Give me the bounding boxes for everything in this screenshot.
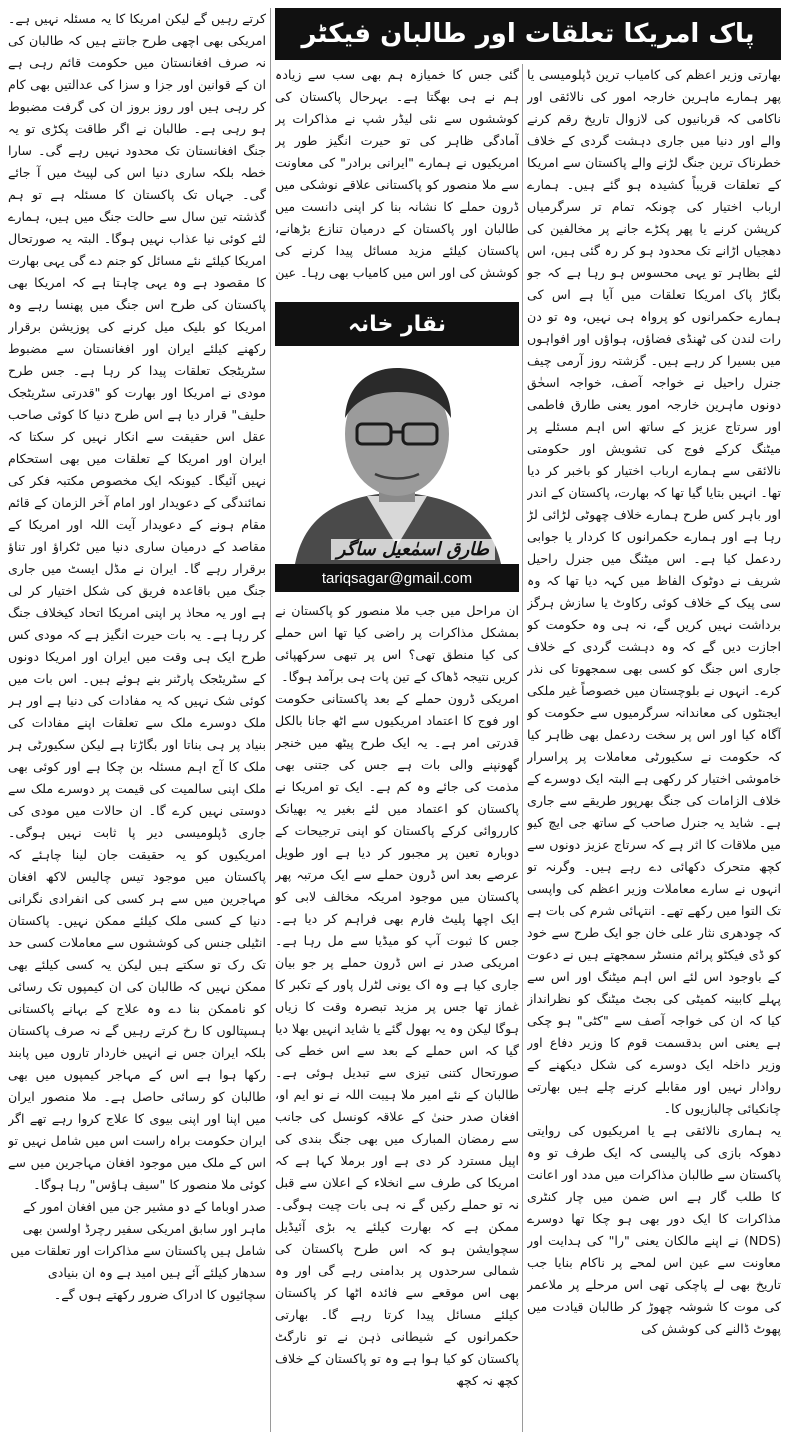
paragraph: امریکی ڈرون حملے کے بعد پاکستانی حکومت اور فوج کا اعتماد امریکیوں سے اٹھ جانا بالکل قدرتی امر ہے۔ یہ ایک طرح پیٹھ میں خنجر گھونپنے والی بات ہے جس کی جتنی بھی مذمت کی جائے وہ کم ہے۔ ایک تو امریکا نے پاکستان کو اعتماد میں لئے بغیر یہ بھیانک کارروائی کرکے پاکستان کو اپنی ترجیحات کے دوبارہ تعین پر مجبور کر دیا ہے اور طویل عرصے بعد اس ڈرون حملے سے ایک مرتبہ پھر پاکستان میں موجود امریکہ مخالف لابی کو ایک اچھا پلیٹ فارم بھی فراہم کر دیا ہے۔ جس کا ثبوت آپ کو میڈیا سے مل رہا ہے۔ امریکی صدر نے اس ڈرون حملے پر جو بیان جاری کیا ہے وہ اک یونی لٹرل پاور کے تکبر کا غماز تھا جس پر مزید تبصرہ وقت کا زیاں ہوگا لیکن وہ یہ بھول گئے یا شاید انہیں بھلا دیا گیا کہ اس حملے کے بعد سے اس خطے کی صورتحال کتنی تیزی سے تبدیل ہوئی ہے۔ طالبان کے نئے امیر ملا ہیبت اللہ نے نو ایم او، افغان صدر حنیٰ کے علاقہ کونسل کی جانب سے رمضان المبارک میں بھی جنگ بندی کی اپیل مسترد کر دی ہے اور برملا کہا ہے کہ امریکا کی طرف سے انخلاء کے اعلان سے قبل نہ تو حملے رکیں گے نہ ہی بات چیت ہوگی۔ ممکن ہے کہ بھارت کیلئے یہ بڑی آئیڈیل سچوایشن ہو کہ اس طرح پاکستان کی شمالی سرحدوں پر بدامنی رہے گی اور وہ بھی اس موقعے سے فائدہ اٹھا کر پاکستان کیلئے مسائل پیدا کرتا رہے گا۔ بھارتی حکمرانوں کے شیطانی ذہن نے تو نارگٹ پاکستان کو کیا ہوا ہے وہ تو پاکستان کے خلاف کچھ نہ کچھ [275, 691, 519, 1388]
article-column-right [527, 64, 781, 1432]
paragraph: صدر اوباما کے دو مشیر جن میں افغان امور کے ماہر اور سابق امریکی سفیر رچرڈ اولسن بھی شامل ہیں پاکستان سے مذاکرات اور تعلقات میں سدھار کیلئے آئے ہیں امید ہے وہ ان بنیادی سچائیوں کا ادراک ضرور رکھتے ہوں گے۔ [10, 1199, 266, 1302]
author-email: tariqsagar@gmail.com [275, 564, 519, 592]
author-signature: طارق اسمٰعیل ساگر [331, 539, 495, 560]
article-column-middle-top [275, 64, 519, 300]
article-column-left [8, 8, 266, 1432]
headline: پاک امریکا تعلقات اور طالبان فیکٹر [301, 19, 755, 49]
paragraph: یہ ہماری نالائقی ہے یا امریکیوں کی روایتی دھوکہ بازی کی پالیسی کہ ایک طرف تو وہ پاکستان سے طالبان مذاکرات میں مدد اور اعانت کا طلب گار ہے اس ضمن میں چار کنٹری مذاکرات کا ایک دور بھی ہو چکا تھا دوسرے (NDS) نے اپنے مالکان یعنی "را" کی ہدایت اور معاونت سے عین اس لمحے پر ناکام بنایا جب تاریخ بھی لے پاچکی تھی اس مرحلے پر ملاعمر کی موت کا شوشہ چھوڑ کر طالبان قیادت میں پھوٹ ڈالنے کی کوشش کی [527, 1123, 781, 1336]
column-name: نقار خانہ [275, 302, 519, 346]
paragraph: گئی جس کا خمیازہ ہم بھی سب سے زیادہ ہم نے ہی بھگتا ہے۔ بہرحال پاکستان کی کوششوں سے نئی لیڈر شپ نے مذاکرات پر آمادگی ظاہر کی تو حیرت انگیز طور پر امریکیوں نے ہمارے "ایرانی برادر" کی معاونت سے ملا منصور کو پاکستانی علاقے نوشکی میں ڈرون حملے کا نشانہ بنا کر اپنی دانست میں طالبان اور پاکستان کے درمیان تنازع بڑھانے، پاکستان کیلئے مزید مسائل پیدا کرنے کی کوشش کی اور اس میں کامیاب بھی رہا۔ عین [275, 67, 519, 280]
paragraph: کرتے رہیں گے لیکن امریکا کا یہ مسئلہ نہیں ہے۔ امریکی بھی اچھی طرح جانتے ہیں کہ طالبان کی نہ صرف افغانستان میں حکومت قائم رہی ہے ان کے قوانین اور جزا و سزا کی عدالتیں بھی کام کر رہی ہیں اور روز بروز ان کی گرفت مضبوط ہو رہی ہے۔ طالبان نے اگر طاقت پکڑی تو یہ جنگ افغانستان تک محدود نہیں رہے گی۔ سارا خطہ بلکہ ساری دنیا اس کی لپیٹ میں آ جائے گی۔ جہاں تک پاکستان کا مسئلہ ہے تو ہم گذشتہ تین سال سے حالت جنگ میں ہیں، ہمارے لئے کوئی نیا عذاب نہیں ہوگا۔ البتہ یہ صورتحال امریکا کیلئے نئے مسائل کو جنم دے گی یہی بھارت کا مقصود ہے وہ یہی چاہتا ہے کہ امریکا بھی پاکستان کی طرح اس جنگ میں پھنسا رہے وہ امریکا کو بلیک میل کرنے کی پوزیشن برقرار رکھنے کیلئے ایران اور افغانستان سے مضبوط سٹریٹجک تعلقات پیدا کر رہا ہے۔ جس طرح مودی نے امریکا اور بھارت کو "قدرتی سٹریٹجک حلیف" قرار دیا ہے اس طرح دنیا کا کوئی صاحب عقل اس حقیقت سے انکار نہیں کر سکتا کہ ایران اور امریکا کے تعلقات میں بھی استحکام نہیں آئیگا۔ کیونکہ ایک مخصوص مکتبہ فکر کی نمائندگی کے دعویدار اور امام آخر الزمان کے قائم مقام ہونے کے دعویدار آیت اللہ اور امریکا کے مقاصد کے درمیان ساری دنیا میں ٹکراؤ اور تناؤ برقرار رہے گا۔ ایران نے مڈل ایسٹ میں جاری جنگ میں باقاعدہ فریق کی شکل اختیار کر لی ہے اور یہ محاذ پر اپنی امریکا اتحاد کیخلاف جنگ کر رہا ہے۔ یہ بات حیرت انگیز ہے کہ مودی کس طرح ایک ہی وقت میں ایران اور امریکا دونوں کے سٹریٹجک پارٹنر بنے ہوئے ہیں۔ اس بات میں کوئی شک نہیں کہ یہ مفادات کی دنیا ہے اور ہر ملک دوسرے ملک سے تعلقات اپنے مفادات کی بنیاد پر ہی بناتا اور بگاڑتا ہے لیکن سکیورٹی ہر ملک کا آج اہم مسئلہ بن چکا ہے اور کوئی بھی ملک اپنی سالمیت کی قیمت پر دوسرے ملک سے دوستی نہیں کرے گا۔ ان حالات میں مودی کی جاری ڈپلومیسی دیر پا ثابت نہیں ہوگی۔ امریکیوں کو یہ حقیقت جان لینا چاہئے کہ پاکستان میں موجود تیس چالیس لاکھ افغان مہاجرین میں سے ہر کسی کی انفرادی نگرانی دنیا کے کسی ملک کیلئے ممکن نہیں۔ پاکستان انٹیلی جنس کی کوششوں سے معاملات کسی حد تک رک تو سکتے ہیں لیکن یہ کسی کیلئے بھی ممکن نہیں کہ طالبان کی ان کیمپوں تک رسائی کو ناممکن بنا دے وہ علاج کے بہانے پاکستانی ہسپتالوں کا رخ کرتے رہیں گے نہ صرف پاکستان بلکہ ایران جس نے انہیں خاردار تاروں میں پابند رکھا ہوا ہے اس کے مہاجر کیمپوں میں بھی طالبان کو رسائی حاصل ہے۔ ملا منصور ایران میں اپنا اور اپنی بیوی کا علاج کروا رہے تھے اگر ایران حکومت براہ راست اس میں شامل نہیں تو اس کے ملک میں موجود افغان مہاجرین میں سے کوئی ملا منصور کا "سیف ہاؤس" رہا ہوگا۔ [8, 11, 266, 1192]
column-divider [270, 8, 271, 1432]
headline-band [275, 8, 781, 60]
paragraph: بھارتی وزیر اعظم کی کامیاب ترین ڈپلومیسی یا پھر ہمارے ماہرین خارجہ امور کی نالائقی اور ناکامی کہ قربانیوں کی لازوال تاریخ رقم کرنے والے اور دنیا میں جاری دہشت گردی کے خلاف خطرناک ترین جنگ لڑنے والے پاکستان سے امریکا کے تعلقات قریباً کشیدہ ہو گئے ہیں۔ ہمارے ارباب اختیار کی چونکہ تمام تر سرگرمیاں کرپشن کرنے یا پھر پکڑے جانے پر مخالفین کی دھجیاں اڑانے تک محدود ہو کر رہ گئی ہیں، اس لئے بظاہر تو یہی محسوس ہو رہا ہے کہ جو بگاڑ پاک امریکا تعلقات میں آیا ہے اس کی ہمارے حکمرانوں کو پرواہ ہی نہیں، وہ تو دن رات لندن کی ٹھنڈی فضاؤں، ہواؤں اور افواہوں میں بسیرا کر رہے ہیں۔ گزشتہ روز آرمی چیف جنرل راحیل نے خواجہ آصف، خواجہ اسحٰق دونوں ماہرین خارجہ امور یعنی طارق فاطمی اور سرتاج عزیز کے ساتھ اس اہم مسئلے پر میٹنگ کرکے فوج کی تشویش اور حکومتی نالائقی سے ہمارے ارباب اختیار کو باخبر کر دیا تھا۔ انہیں بتایا گیا تھا کہ بھارت، پاکستان کے اندر اور باہر کس طرح ہمارے خلاف چھوٹی لڑائی لڑ رہا ہے اور ہمارے حکمرانوں کا کردار یا جوابی ردعمل کیا ہے۔ اس میٹنگ میں جنرل راحیل شریف نے دوٹوک الفاظ میں کہہ دیا تھا کہ وہ سی پیک کے خلاف کوئی رکاوٹ یا سازش ہرگز برداشت نہیں کریں گے، نہ ہی وہ حکومت کو اجازت دیں گے کہ وہ دہشت گردی کے خلاف جاری اس جنگ کو کسی بھی سمجھوتا کی نذر کرے۔ انہوں نے بلوچستان میں خصوصاً غیر ملکی ایجنٹوں کی معاندانہ سرگرمیوں سے حکومت کو آگاہ کیا اور اس پر سخت ردعمل بھی ظاہر کیا کہ حکومت نے سکیورٹی معاملات پر پراسرار خاموشی اختیار کر رکھی ہے البتہ ایک دوسرے کے خلاف الزامات کی جنگ بھرپور طریقے سے جاری ہے۔ شاید یہ جنرل صاحب کے ساتھ جی ایچ کیو میں ملاقات کا اثر ہے کہ سرتاج عزیز دونوں سے کچھ متحرک دکھائی دے رہے ہیں۔ وگرنہ تو انہوں نے سارے معاملات وزیر اعظم کی واپسی تک التوا میں رکھے تھے۔ انتہائی شرم کی بات ہے کہ چودھری نثار علی خان جو ایک طرح سے خود کو ڈی فیکٹو پرائم منسٹر سمجھتے ہیں نے دعوت کے باوجود اس لئے اس اہم میٹنگ اور اس سے پہلے کابینہ کمیٹی کی بجٹ میٹنگ کو نظرانداز کیا کہ ان کی خواجہ آصف سے "کٹی" ہو چکی ہے یعنی اس بدقسمت قوم کا وزیر دفاع اور وزیر داخلہ ایک دوسرے کی شکل دیکھنے کے روادار نہیں اور مقابلے کرنے چلے ہیں بھارتی چانکیائی چالبازیوں کا۔ [527, 67, 781, 1116]
column-divider [522, 64, 523, 1432]
author-photo [275, 346, 519, 564]
author-portrait-image [275, 346, 519, 564]
columnist-box [275, 302, 519, 592]
article-column-middle-bottom [275, 600, 519, 1432]
paragraph: ان مراحل میں جب ملا منصور کو پاکستان نے بمشکل مذاکرات پر راضی کیا تھا اس حملے کی کیا منطق تھی؟ اس پر تبھی سرکھپائی کریں نتیجہ ڈھاک کے تین پات ہی برآمد ہوگا۔ [275, 603, 519, 684]
